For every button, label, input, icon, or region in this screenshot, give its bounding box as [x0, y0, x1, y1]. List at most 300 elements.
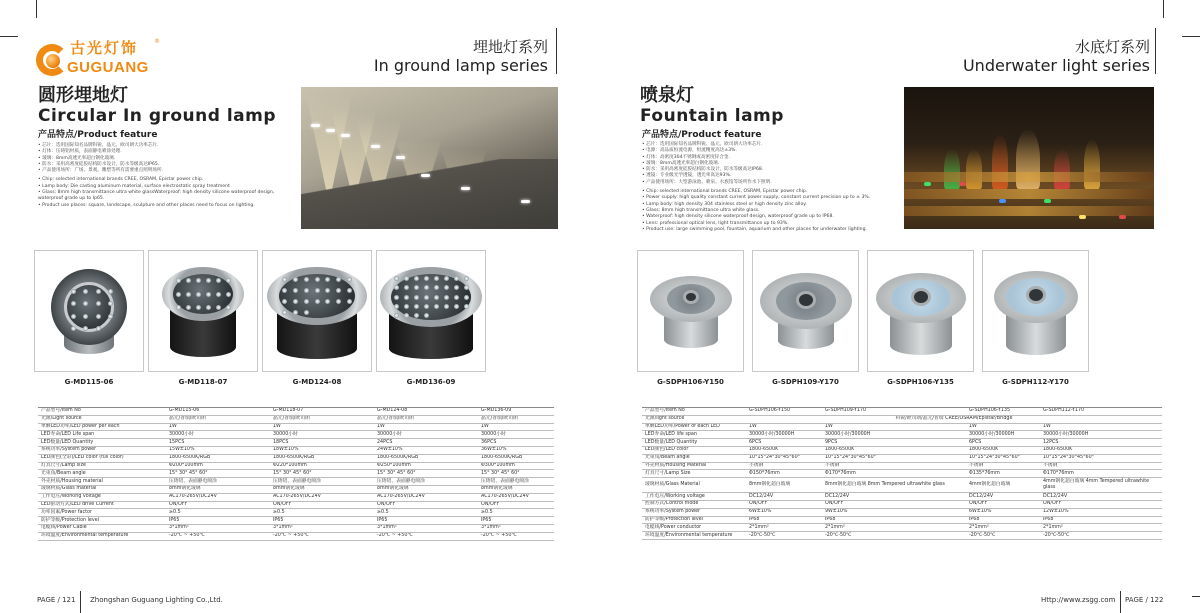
- product-card[interactable]: [752, 250, 859, 372]
- spec-value: 30000小时/30000H: [1040, 431, 1162, 439]
- led-dot: [186, 292, 191, 297]
- spec-table: [38, 407, 554, 541]
- led-dot: [282, 288, 287, 293]
- spec-value: 2*1mm²: [822, 524, 966, 532]
- lamp-image: [876, 273, 966, 361]
- spec-value: 2*1mm²: [966, 524, 1040, 532]
- spec-row: [642, 462, 1162, 470]
- spec-label: 工作电压/Working voltage: [38, 493, 166, 501]
- spec-label: LED数量/LED Quantity: [642, 439, 746, 447]
- led-dot: [108, 314, 113, 319]
- spec-value: Φ220*100mm: [270, 462, 374, 470]
- spec-value: 2*1mm²: [746, 524, 822, 532]
- spec-value: 1W: [822, 423, 966, 431]
- spec-label: 玻璃材质/Glass material: [38, 485, 166, 493]
- spec-row: [642, 408, 1162, 416]
- led-dot: [434, 285, 439, 290]
- fountain-lamp-photo: [904, 87, 1154, 229]
- led-dot: [336, 288, 341, 293]
- led-dot: [336, 299, 341, 304]
- feature-heading: 产品特点/Product feature: [38, 130, 158, 140]
- spec-value: 12PCS: [1040, 439, 1162, 447]
- led-dot: [404, 313, 409, 318]
- led-dot: [315, 277, 320, 282]
- spec-value: 压铸铝、表面静电喷涂: [166, 478, 270, 486]
- spec-value: 科锐/欧司朗/晶元/普瑞 CREE/OSRAM/Epistar/Bridge: [746, 415, 1162, 423]
- spec-value: 1W: [1040, 423, 1162, 431]
- spec-row: [38, 415, 554, 423]
- led-dot: [434, 295, 439, 300]
- spec-value: 2*1mm²: [1040, 524, 1162, 532]
- spec-value: 3*1mm²: [270, 524, 374, 532]
- spec-label: 单颗LED功率/Power of each LED: [642, 423, 746, 431]
- led-dot: [394, 304, 399, 309]
- spec-label: 产品型号/Item No: [38, 408, 166, 416]
- spec-value: G-MD118-07: [270, 408, 374, 416]
- brand-logo: [36, 38, 161, 78]
- led-dot: [424, 313, 429, 318]
- lamp-image: [994, 271, 1078, 361]
- led-dot: [196, 292, 201, 297]
- product-card[interactable]: [867, 250, 974, 372]
- spec-row: [642, 500, 1162, 508]
- product-card[interactable]: [376, 250, 486, 372]
- led-dot: [304, 299, 309, 304]
- spec-row: [38, 532, 554, 540]
- spec-table: [642, 407, 1162, 540]
- spec-row: [642, 439, 1162, 447]
- spec-row: [642, 423, 1162, 431]
- spec-value: ON/OFF: [478, 501, 554, 509]
- spec-value: G-SDPH106-Y135: [966, 408, 1040, 416]
- feature-item: • 灯体：压铸铝材质，表面静电喷涂处理.: [38, 149, 288, 155]
- led-dot: [186, 305, 191, 310]
- spec-label: LED颜色(全彩)/LED color (full color): [38, 454, 166, 462]
- spec-row: [642, 508, 1162, 516]
- spec-value: 15° 30° 45° 60°: [478, 470, 554, 478]
- spec-value: G-SDPH109-Y170: [822, 408, 966, 416]
- product-card[interactable]: [982, 250, 1089, 372]
- spec-value: G-SDPH106-Y150: [746, 408, 822, 416]
- spec-value: 1W: [166, 423, 270, 431]
- spec-value: Φ150*76mm: [746, 470, 822, 478]
- spec-value: 15PCS: [166, 439, 270, 447]
- led-dot: [293, 299, 298, 304]
- led-dot: [404, 304, 409, 309]
- spec-value: 15W±10%: [166, 446, 270, 454]
- feature-item: • 玻璃：8mm高透光率超白钢化玻璃.: [38, 156, 288, 162]
- led-dot: [394, 285, 399, 290]
- spec-value: 3*1mm²: [374, 524, 478, 532]
- spec-label: 外壳材质/Housing material: [38, 478, 166, 486]
- feature-item: • 产品使用场所：大型游泳池、喷泉、水族馆等场所作水下照明.: [642, 180, 904, 186]
- spec-value: 8mm钢化超白玻璃: [746, 478, 822, 493]
- spec-value: AC170-265V/DC24V: [166, 493, 270, 501]
- led-dot: [206, 305, 211, 310]
- spec-value: 1800-6500K: [822, 446, 966, 454]
- led-dot: [434, 304, 439, 309]
- spec-label: 产品型号/Item No: [642, 408, 746, 416]
- led-dot: [404, 285, 409, 290]
- spec-row: [642, 524, 1162, 532]
- crop-mark: [36, 0, 37, 18]
- spec-row: [38, 462, 554, 470]
- spec-value: 10°15°24°30°45°60°: [1040, 454, 1162, 462]
- spec-value: 不锈钢: [1040, 462, 1162, 470]
- lamp-image: [760, 273, 852, 358]
- website-url[interactable]: Http://www.zsgg.com: [1041, 596, 1116, 604]
- led-dot: [71, 314, 76, 319]
- feature-item: • 芯片：选用国际知名品牌科锐、晶元、欧司朗大功率芯片.: [642, 142, 904, 148]
- spec-value: 8mm钢化玻璃: [270, 485, 374, 493]
- led-dot: [282, 277, 287, 282]
- spec-value: 不锈钢: [822, 462, 966, 470]
- spec-value: 1W: [270, 423, 374, 431]
- spec-value: 晶元/普瑞/欧司朗: [166, 415, 270, 423]
- product-title-cn: 圆形埋地灯: [38, 85, 128, 106]
- spec-value: -20℃-50℃: [746, 532, 822, 540]
- spec-value: 3*1mm²: [478, 524, 554, 532]
- spec-value: 10°15°24°30°45°60°: [746, 454, 822, 462]
- spec-value: Φ170*76mm: [1040, 470, 1162, 478]
- spec-value: IP65: [270, 517, 374, 525]
- led-dot: [325, 288, 330, 293]
- led-dot: [444, 285, 449, 290]
- led-dot: [83, 301, 88, 306]
- spec-row: [38, 509, 554, 517]
- spec-value: 1800-6500K: [966, 446, 1040, 454]
- spec-row: [642, 478, 1162, 493]
- spec-label: 防护等级/Protection level: [642, 516, 746, 524]
- spec-value: G-MD136-09: [478, 408, 554, 416]
- led-dot: [394, 313, 399, 318]
- spec-row: [38, 431, 554, 439]
- spec-value: 不锈钢: [746, 462, 822, 470]
- spec-label: 光源/Light source: [38, 415, 166, 423]
- spec-value: 30000小时/30000H: [966, 431, 1040, 439]
- spec-value: 30000小时: [374, 431, 478, 439]
- spec-value: 1W: [966, 423, 1040, 431]
- led-dot: [206, 292, 211, 297]
- spec-value: Φ135*76mm: [966, 470, 1040, 478]
- product-label: G-SDPH106-Y150: [657, 378, 724, 386]
- spec-label: 功率因素/Power factor: [38, 509, 166, 517]
- led-dot: [176, 278, 181, 283]
- spec-label: 灯具尺寸/Lamp Size: [642, 470, 746, 478]
- led-dot: [304, 288, 309, 293]
- spec-row: [38, 446, 554, 454]
- spec-value: 1800-6500K/RGB: [270, 454, 374, 462]
- spec-row: [38, 439, 554, 447]
- led-dot: [444, 304, 449, 309]
- spec-value: Φ170*76mm: [822, 470, 966, 478]
- spec-value: -20℃ ~ +50℃: [478, 532, 554, 540]
- led-dot: [424, 276, 429, 281]
- spec-row: [38, 470, 554, 478]
- spec-value: 15° 30° 45° 60°: [166, 470, 270, 478]
- spec-value: ON/OFF: [746, 500, 822, 508]
- spec-label: 环境温度/Environmental temperature: [642, 532, 746, 540]
- spec-value: 不锈钢: [966, 462, 1040, 470]
- registered-mark: ®: [154, 38, 160, 45]
- spec-value: 30000小时/30000H: [822, 431, 966, 439]
- spec-value: 压铸铝、表面静电喷涂: [478, 478, 554, 486]
- product-label: G-MD115-06: [64, 378, 114, 386]
- product-card[interactable]: [148, 250, 258, 372]
- spec-value: DC12/24V: [1040, 493, 1162, 501]
- feature-item: • Chip: selected international brands CREE, OSRAM, Epistar power chip.: [38, 177, 288, 183]
- spec-value: AC170-265V/DC24V: [270, 493, 374, 501]
- spec-value: 晶元/普瑞/欧司朗: [374, 415, 478, 423]
- led-dot: [454, 276, 459, 281]
- spec-value: 6PCS: [746, 439, 822, 447]
- spec-value: 4mm钢化超白玻璃 4mm Tempered ultrawhite glass: [1040, 478, 1162, 493]
- spec-value: -20℃ ~ +50℃: [270, 532, 374, 540]
- feature-item: • Glass: 8mm high transmittance ultra white glass.: [642, 208, 904, 214]
- spec-value: ≥0.5: [270, 509, 374, 517]
- feature-item: • 防水：采用高密度硅胶结构防水设计，防水等级高达IP68.: [642, 167, 904, 173]
- spec-value: 36W±10%: [478, 446, 554, 454]
- led-dot: [454, 285, 459, 290]
- product-label: G-SDPH112-Y170: [1002, 378, 1069, 386]
- footer-divider: [80, 591, 81, 613]
- spec-value: 1800-6500K: [746, 446, 822, 454]
- spec-value: 30000小时/30000H: [746, 431, 822, 439]
- spec-value: ON/OFF: [166, 501, 270, 509]
- product-label: G-MD136-09: [406, 378, 456, 386]
- spec-row: [642, 532, 1162, 540]
- led-dot: [216, 305, 221, 310]
- spec-value: Φ200*100mm: [166, 462, 270, 470]
- led-dot: [282, 310, 287, 315]
- led-dot: [434, 276, 439, 281]
- crop-mark: [1163, 0, 1164, 18]
- spec-value: 1W: [374, 423, 478, 431]
- led-dot: [83, 314, 88, 319]
- feature-item: • 产品使用场所：广场、景观、雕塑等所有需要重点照明场所.: [38, 168, 288, 174]
- spec-value: 8mm钢化玻璃: [478, 485, 554, 493]
- spec-value: G-MD115-06: [166, 408, 270, 416]
- series-title-en: In ground lamp series: [373, 56, 548, 75]
- spec-value: 1800-6500K/RGB: [166, 454, 270, 462]
- spec-row: [38, 485, 554, 493]
- feature-item: • Glass: 8mm high transmittance ultra white glassWaterproof: high density silicone waterproof design, waterproof grade up to Ip65.: [38, 190, 288, 203]
- led-dot: [424, 304, 429, 309]
- series-title-cn: 埋地灯系列: [472, 38, 548, 56]
- feature-list: [38, 143, 288, 209]
- product-title-en: Circular In ground lamp: [38, 106, 277, 126]
- product-label: G-MD118-07: [178, 378, 228, 386]
- led-dot: [394, 295, 399, 300]
- led-dot: [96, 326, 101, 331]
- product-title-en: Fountain lamp: [640, 106, 784, 126]
- led-dot: [394, 276, 399, 281]
- led-dot: [83, 326, 88, 331]
- spec-value: Φ250*100mm: [374, 462, 478, 470]
- spec-label: 外壳材质/Housing Material: [642, 462, 746, 470]
- company-name: Zhongshan Guguang Lighting Co.,Ltd.: [90, 596, 223, 604]
- led-dot: [414, 313, 419, 318]
- led-dot: [424, 285, 429, 290]
- led-dot: [325, 277, 330, 282]
- spec-value: ON/OFF: [822, 500, 966, 508]
- spec-label: 电缆线/Power conductor: [642, 524, 746, 532]
- feature-item: • 电源：高品质恒流电源，恒流精度高达±3%.: [642, 148, 904, 154]
- crop-mark: [1182, 36, 1200, 37]
- spec-value: DC12/24V: [966, 493, 1040, 501]
- spec-value: 15° 30° 45° 60°: [270, 470, 374, 478]
- logo-ball-icon: [46, 54, 60, 68]
- led-dot: [108, 301, 113, 306]
- spec-value: 晶元/普瑞/欧司朗: [478, 415, 554, 423]
- lamp-image: [51, 269, 127, 359]
- page-number: PAGE / 122: [1125, 596, 1164, 604]
- led-dot: [414, 295, 419, 300]
- spec-row: [38, 423, 554, 431]
- feature-item: • Lamp body: Die casting aluminum material, surface electrostatic spray treatment: [38, 184, 288, 190]
- spec-value: -20℃-50℃: [966, 532, 1040, 540]
- led-dot: [71, 326, 76, 331]
- spec-value: ON/OFF: [966, 500, 1040, 508]
- spec-label: LED数量/LED Quantity: [38, 439, 166, 447]
- spec-value: 18PCS: [270, 439, 374, 447]
- spec-value: ON/OFF: [374, 501, 478, 509]
- lamp-image: [650, 276, 732, 356]
- spec-row: [642, 470, 1162, 478]
- led-dot: [454, 295, 459, 300]
- series-heading: [963, 38, 1150, 75]
- crop-mark: [1192, 596, 1200, 597]
- led-dot: [315, 288, 320, 293]
- spec-value: G-SDPH112-Y170: [1040, 408, 1162, 416]
- led-dot: [71, 289, 76, 294]
- spec-value: G-MD124-08: [374, 408, 478, 416]
- product-card[interactable]: [262, 250, 372, 372]
- product-label: G-SDPH106-Y135: [887, 378, 954, 386]
- crop-mark: [0, 36, 18, 37]
- feature-item: • Lens: professional optical lens, light transmittance up to 93%.: [642, 221, 904, 227]
- feature-item: • 灯体：高密度304不锈钢或高密度锌合金.: [642, 155, 904, 161]
- spec-value: IP65: [478, 517, 554, 525]
- logo-chinese-text: 古光灯饰: [70, 39, 139, 57]
- spec-value: 9W±10%: [822, 508, 966, 516]
- series-divider: [556, 28, 557, 74]
- spec-value: 30000小时: [270, 431, 374, 439]
- led-dot: [226, 292, 231, 297]
- spec-value: IP68: [746, 516, 822, 524]
- led-dot: [454, 304, 459, 309]
- spec-label: 环境温度/Environmental temperature: [38, 532, 166, 540]
- spec-label: 系统功率/System power: [642, 508, 746, 516]
- product-card[interactable]: [637, 250, 744, 372]
- spec-value: 8mm钢化超白玻璃 8mm Tempered ultrawhite glass: [822, 478, 966, 493]
- spec-label: 光源/light source: [642, 415, 746, 423]
- product-title-cn: 喷泉灯: [640, 85, 694, 106]
- spec-value: 18W±10%: [270, 446, 374, 454]
- spec-value: 10°15°24°30°45°60°: [822, 454, 966, 462]
- spec-value: IP68: [1040, 516, 1162, 524]
- spec-label: 玻璃材质/Glass Material: [642, 478, 746, 493]
- led-dot: [282, 299, 287, 304]
- led-dot: [96, 314, 101, 319]
- feature-item: • 防水：采用高密度硅胶结构防水设计，防水等级高达IP65.: [38, 162, 288, 168]
- led-dot: [304, 310, 309, 315]
- feature-item: • Chip: selected international brands CREE, OSRAM, Epistar power chip.: [642, 189, 904, 195]
- led-dot: [336, 277, 341, 282]
- spec-value: ON/OFF: [1040, 500, 1162, 508]
- spec-value: 1W: [746, 423, 822, 431]
- spec-label: 灯具尺寸/Lamp size: [38, 462, 166, 470]
- spec-label: LED寿命/LED life span: [642, 431, 746, 439]
- footer-divider: [1120, 591, 1121, 613]
- feature-item: • Lamp body: high density 304 stainless steel or high density zinc alloy.: [642, 202, 904, 208]
- led-dot: [176, 305, 181, 310]
- lamp-image: [162, 267, 244, 362]
- spec-value: AC170-265V/DC24V: [478, 493, 554, 501]
- spec-value: 10°15°24°30°45°60°: [966, 454, 1040, 462]
- feature-item: • Waterproof: high density silicone waterproof design, waterproof grade up to IP68.: [642, 214, 904, 220]
- led-dot: [186, 278, 191, 283]
- logo-english-text: GUGUANG: [67, 59, 149, 76]
- spec-label: 光束角/Beam angle: [38, 470, 166, 478]
- spec-value: -20℃-50℃: [822, 532, 966, 540]
- spec-row: [642, 446, 1162, 454]
- led-dot: [226, 278, 231, 283]
- spec-value: 12W±10%: [1040, 508, 1162, 516]
- spec-value: IP68: [822, 516, 966, 524]
- spec-value: 6W±10%: [746, 508, 822, 516]
- led-dot: [71, 301, 76, 306]
- led-dot: [176, 292, 181, 297]
- spec-value: 1800-6500K/RGB: [478, 454, 554, 462]
- led-dot: [216, 278, 221, 283]
- feature-item: • Power supply: high quality constant current power supply, constant current precision up to ± 3%.: [642, 195, 904, 201]
- feature-item: • Product use: large swimming pool, fountain, aquarium and other places for underwater lighting.: [642, 227, 904, 233]
- led-dot: [196, 305, 201, 310]
- spec-label: 电缆线/Power Cable: [38, 524, 166, 532]
- spec-value: ≥0.5: [166, 509, 270, 517]
- spec-value: 6W±10%: [966, 508, 1040, 516]
- spec-value: -20℃ ~ +50℃: [166, 532, 270, 540]
- product-card[interactable]: [34, 250, 144, 372]
- spec-value: 压铸铝、表面静电喷涂: [270, 478, 374, 486]
- led-dot: [424, 295, 429, 300]
- spec-value: Φ300*100mm: [478, 462, 554, 470]
- spec-value: ≥0.5: [374, 509, 478, 517]
- spec-value: 1800-6500K: [1040, 446, 1162, 454]
- spec-value: 6PCS: [966, 439, 1040, 447]
- led-dot: [96, 289, 101, 294]
- feature-heading: 产品特点/Product feature: [642, 130, 762, 140]
- product-label: G-MD124-08: [292, 378, 342, 386]
- spec-label: 光束角/Beam angle: [642, 454, 746, 462]
- spec-value: IP68: [966, 516, 1040, 524]
- spec-row: [38, 478, 554, 486]
- spec-label: LED驱动方式/LED drive Current: [38, 501, 166, 509]
- led-dot: [293, 310, 298, 315]
- led-dot: [347, 288, 352, 293]
- spec-value: 4mm钢化超白玻璃: [966, 478, 1040, 493]
- spec-value: 1800-6500K/RGB: [374, 454, 478, 462]
- spec-value: IP65: [166, 517, 270, 525]
- led-dot: [108, 289, 113, 294]
- spec-value: DC12/24V: [746, 493, 822, 501]
- led-dot: [216, 292, 221, 297]
- feature-item: • Product use places: square, landscape, sculpture and other places need to focus on lighting.: [38, 203, 288, 209]
- feature-item: • 芯片：选用国际知名品牌科锐、晶元、欧司朗大功率芯片.: [38, 143, 288, 149]
- spec-value: AC170-265V/DC24V: [374, 493, 478, 501]
- led-dot: [347, 299, 352, 304]
